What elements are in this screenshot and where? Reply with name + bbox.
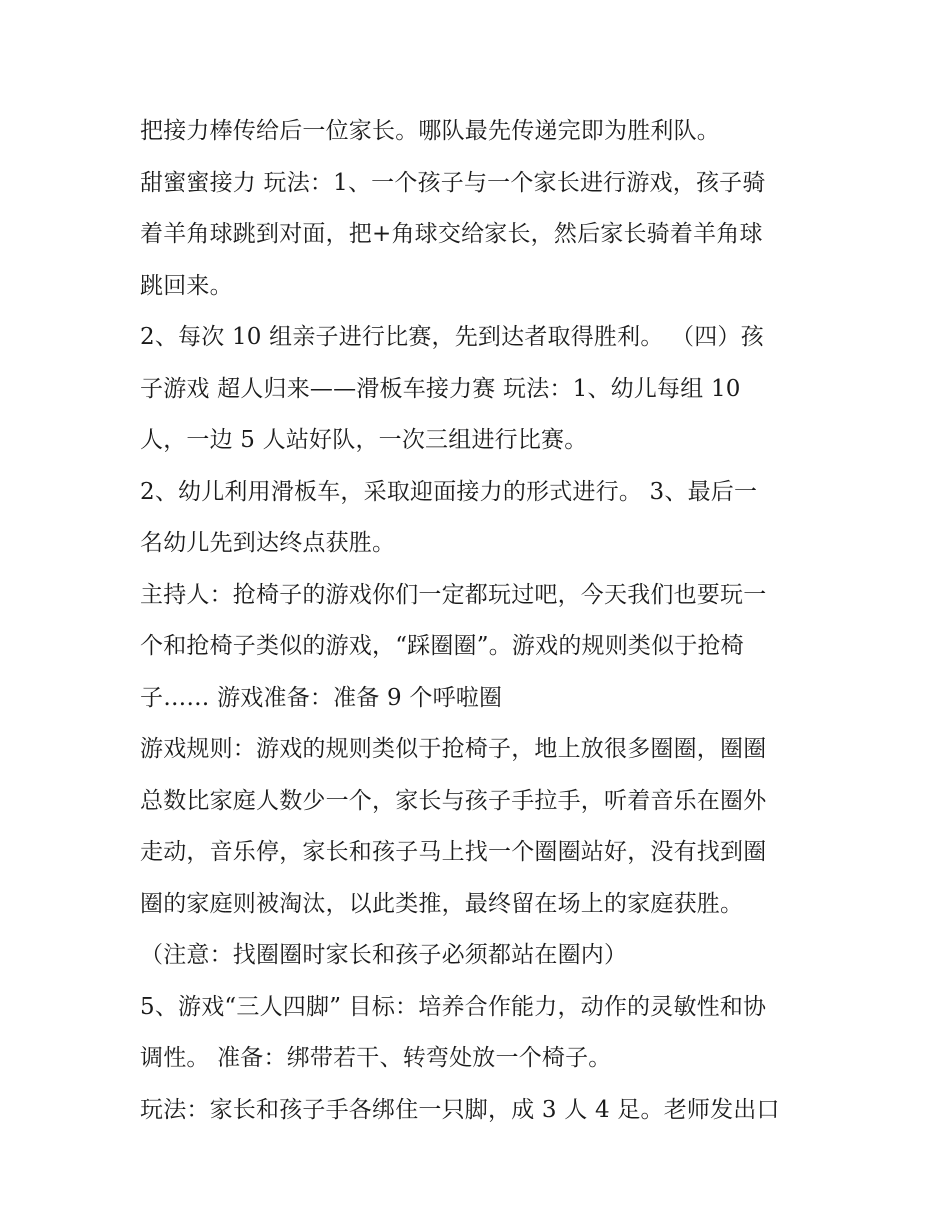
text-line: 人，一边 5 人站好队，一次三组进行比赛。 — [140, 427, 588, 453]
text-line: 调性。 准备：绑带若干、转弯处放一个椅子。 — [140, 1045, 612, 1071]
text-line: 子游戏 超人归来——滑板车接力赛 玩法：1、幼儿每组 10 — [140, 375, 741, 402]
text-line: 主持人：抢椅子的游戏你们一定都玩过吧，今天我们也要玩一 — [140, 581, 767, 608]
text-line: 圈的家庭则被淘汰，以此类推，最终留在场上的家庭获胜。 — [140, 890, 744, 917]
text-line: 2、每次 10 组亲子进行比赛，先到达者取得胜利。 （四）孩 — [140, 324, 764, 350]
text-line: 2、幼儿利用滑板车，采取迎面接力的形式进行。 3、最后一 — [140, 478, 758, 505]
document-body — [140, 106, 820, 1136]
text-line: 游戏规则：游戏的规则类似于抢椅子，地上放很多圈圈，圈圈 — [140, 736, 767, 762]
text-line: 甜蜜蜜接力 玩法：1、一个孩子与一个家长进行游戏，孩子骑 — [140, 169, 766, 196]
text-line: 着羊角球跳到对面，把+角球交给家长，然后家长骑着羊角球 — [140, 221, 763, 247]
text-line: 跳回来。 — [140, 272, 233, 299]
text-line: 把接力棒传给后一位家长。哪队最先传递完即为胜利队。 — [140, 118, 720, 144]
text-line: 5、游戏“三人四脚” 目标：培养合作能力，动作的灵敏性和协 — [140, 993, 767, 1020]
text-line: 走动，音乐停，家长和孩子马上找一个圈圈站好，没有找到圈 — [140, 839, 767, 865]
text-line: 玩法：家长和孩子手各绑住一只脚，成 3 人 4 足。老师发出口 — [140, 1096, 780, 1123]
text-line: （注意：找圈圈时家长和孩子必须都站在圈内） — [140, 942, 628, 968]
text-line: 子…… 游戏准备：准备 9 个呼啦圈 — [140, 684, 503, 711]
text-line: 名幼儿先到达终点获胜。 — [140, 530, 396, 556]
text-line: 总数比家庭人数少一个，家长与孩子手拉手，听着音乐在圈外 — [140, 787, 767, 814]
text-line: 个和抢椅子类似的游戏，“踩圈圈”。游戏的规则类似于抢椅 — [140, 633, 744, 659]
